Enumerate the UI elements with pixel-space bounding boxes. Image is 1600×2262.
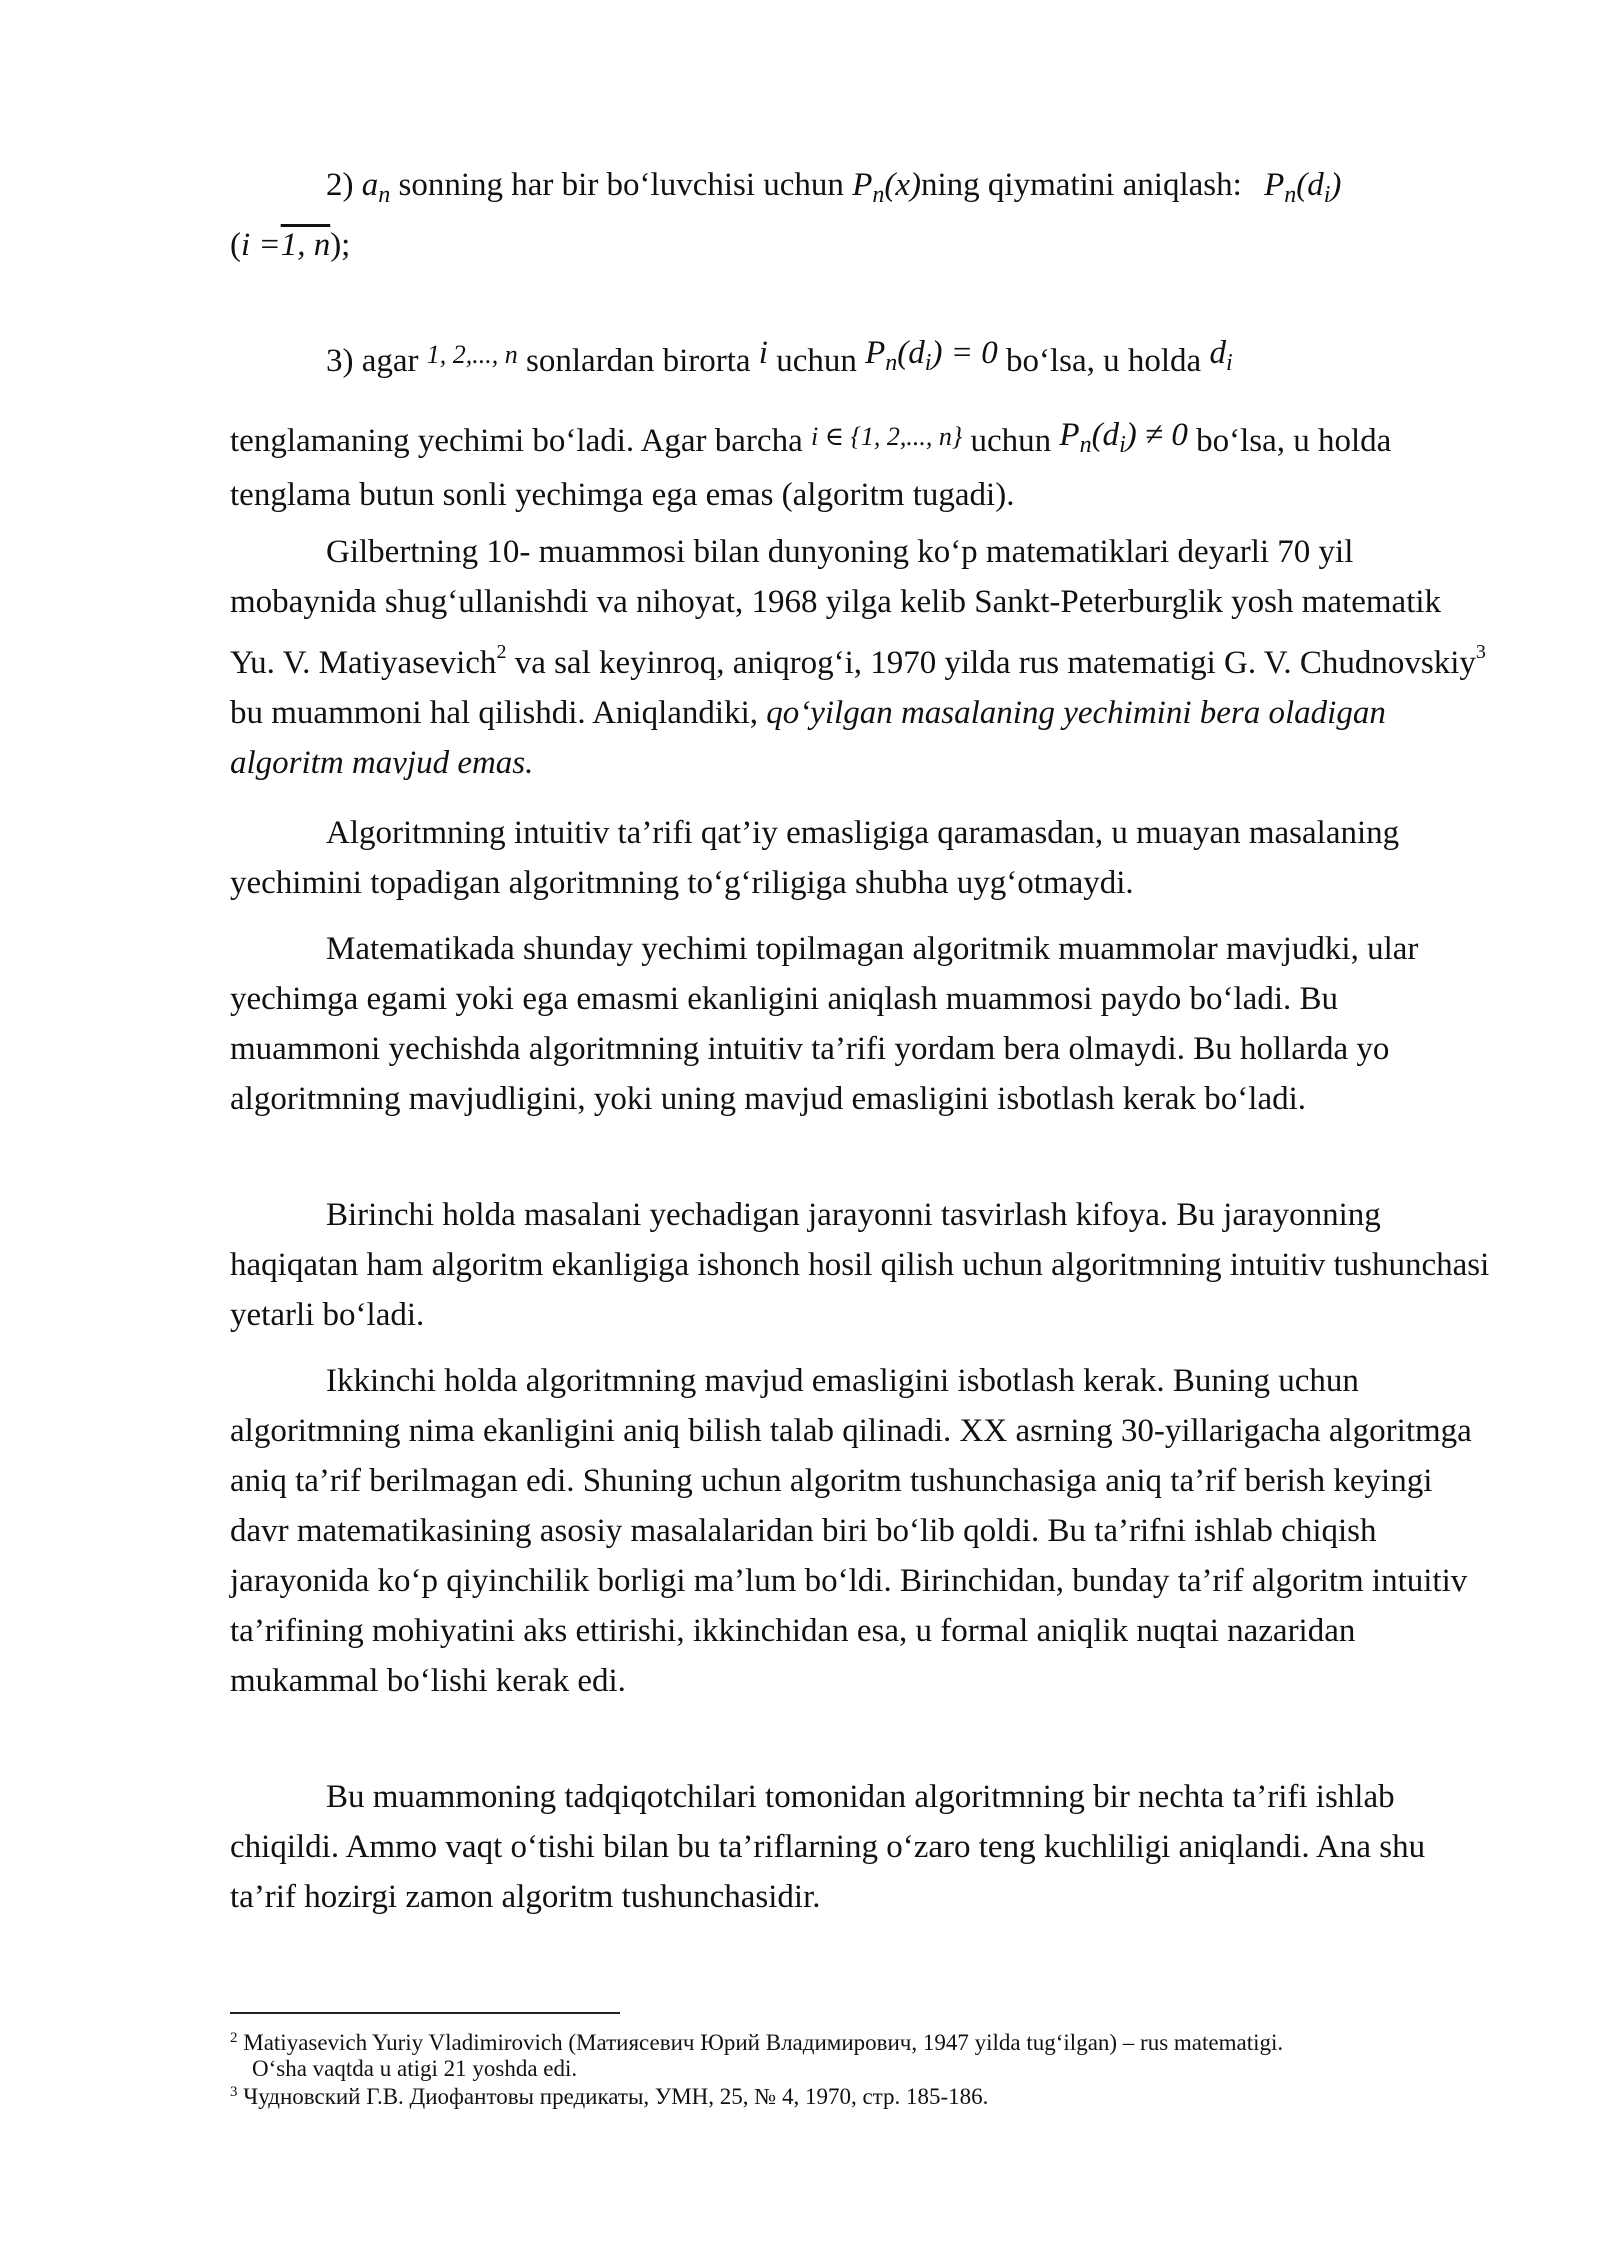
- emphasized-conclusion: qo‘yilgan masalaning yechimini bera oladigan algoritm mavjud emas.: [230, 695, 1386, 781]
- step-number: 2): [326, 167, 354, 203]
- step-text: uchun: [776, 343, 857, 379]
- step-3-continued: [230, 410, 1490, 520]
- paragraph: Birinchi holda masalani yechadigan jarayonni tasvirlash kifoya. Bu jarayonning haqiqatan ham algoritm ekanligiga ishonch hosil qilish uchun algoritmning intuitiv tushunchasi yetarli bo‘ladi.: [230, 1197, 1490, 1333]
- footnote-separator: [230, 2012, 620, 2014]
- step-text: sonlardan birorta: [526, 343, 751, 379]
- footnote-text: Чудновский Г.В. Диофантовы предикаты, УМН, 25, № 4, 1970, стр. 185-186.: [237, 2084, 989, 2109]
- step-3: [230, 328, 1490, 388]
- step-text: bo‘lsa, u holda: [1005, 343, 1202, 379]
- formula-pn-di: $P_n(d_i)$: [1264, 167, 1342, 208]
- step-2-range: (i =1, n);: [230, 227, 351, 263]
- paragraph: Bu muammoning tadqiqotchilari tomonidan algoritmning bir nechta ta’rifi ishlab chiqildi. Ammo vaqt o‘tishi bilan bu ta’riflarning o‘zaro teng kuchliligi aniqlandi. Ana shu ta’rif hozirgi zamon algoritm tushunchasidir.: [230, 1779, 1426, 1915]
- step-text: ning qiymatini aniqlash:: [921, 167, 1242, 203]
- formula-i: i: [758, 335, 768, 371]
- formula-range: i =1, n: [241, 227, 331, 263]
- formula-d-i: $d_i$: [1209, 335, 1233, 376]
- formula-pn-di-nonzero: $P_n(d_i) \ne 0$: [1059, 417, 1188, 458]
- footnote-mark: 3: [230, 2084, 238, 2100]
- footnote-text: O‘sha vaqtda u atigi 21 yoshda edi.: [252, 2056, 578, 2081]
- footnote-ref-3[interactable]: 3: [1475, 641, 1486, 663]
- step-2: [230, 160, 1490, 220]
- footnote-ref-2[interactable]: 2: [496, 641, 507, 663]
- footnote-text: Matiyasevich Yuriy Vladimirovich (Матиясевич Юрий Владимирович, 1947 yilda tug‘ilgan) – rus matematigi.: [237, 2030, 1284, 2055]
- footnote-3: [230, 2079, 1510, 2110]
- step-text: uchun: [970, 423, 1052, 459]
- paragraph-gilbert: Gilbertning 10- muammosi bilan dunyoning ko‘p matematiklari deyarli 70 yil mobaynida shug‘ullanishdi va nihoyat, 1968 yilga kelib Sankt-Peterburglik yosh matematik Yu. V. Matiyasevich$^2$ va sal keyinroq, aniqrog‘i, 1970 yilda rus matematigi G. V. Chudnovskiy$^3$ bu muammoni hal qilishdi. Aniqlandiki, qo‘yilgan masalaning yechimini bera oladigan algoritm mavjud emas.: [230, 534, 1486, 781]
- paragraph: Ikkinchi holda algoritmning mavjud emasligini isbotlash kerak. Buning uchun algoritmning nima ekanligini aniq bilish talab qilinadi. XX asrning 30-yillarigacha algoritmga aniq ta’rif berilmagan edi. Shuning uchun algoritm tushunchasiga aniq ta’rif berish keyingi davr matematikasining asosiy masalalaridan biri bo‘lib qoldi. Bu ta’rifni ishlab chiqish jarayonida ko‘p qiyinchilik borligi ma’lum bo‘ldi. Birinchidan, bunday ta’rif algoritm intuitiv ta’rifining mohiyatini aks ettirishi, ikkinchidan esa, u formal aniqlik nuqtai nazaridan mukammal bo‘lishi kerak edi.: [230, 1363, 1472, 1699]
- paragraph: Algoritmning intuitiv ta’rifi qat’iy emasligiga qaramasdan, u muayan masalaning yechimini topadigan algoritmning to‘g‘riligiga shubha uyg‘otmaydi.: [230, 815, 1400, 901]
- step-number: 3) agar: [326, 343, 419, 379]
- footnote-2: [230, 2025, 1510, 2082]
- step-text: tenglamaning yechimi bo‘ladi. Agar barcha: [230, 423, 803, 459]
- paragraph: Matematikada shunday yechimi topilmagan algoritmik muammolar mavjudki, ular yechimga egami yoki ega emasmi ekanligini aniqlash muammosi paydo bo‘ladi. Bu muammoni yechishda algoritmning intuitiv ta’rifi yordam bera olmaydi. Bu hollarda yo algoritmning mavjudligini, yoki uning mavjud emasligini isbotlash kerak bo‘ladi.: [230, 931, 1419, 1117]
- formula-a-n: $a_n$: [361, 167, 391, 208]
- formula-set: i ∈ {1, 2,..., n}: [810, 422, 963, 451]
- formula-pn-x: $P_n(x)$: [852, 167, 921, 208]
- step-text: bo‘lsa, u holda tenglama butun sonli yechimga ega emas (algoritm tugadi).: [230, 423, 1392, 513]
- formula-pn-di-zero: $P_n(d_i) = 0$: [865, 335, 998, 376]
- formula-sequence: 1, 2,..., n: [426, 340, 518, 369]
- footnote-mark: 2: [230, 2030, 238, 2046]
- step-text: sonning har bir bo‘luvchisi uchun: [398, 167, 844, 203]
